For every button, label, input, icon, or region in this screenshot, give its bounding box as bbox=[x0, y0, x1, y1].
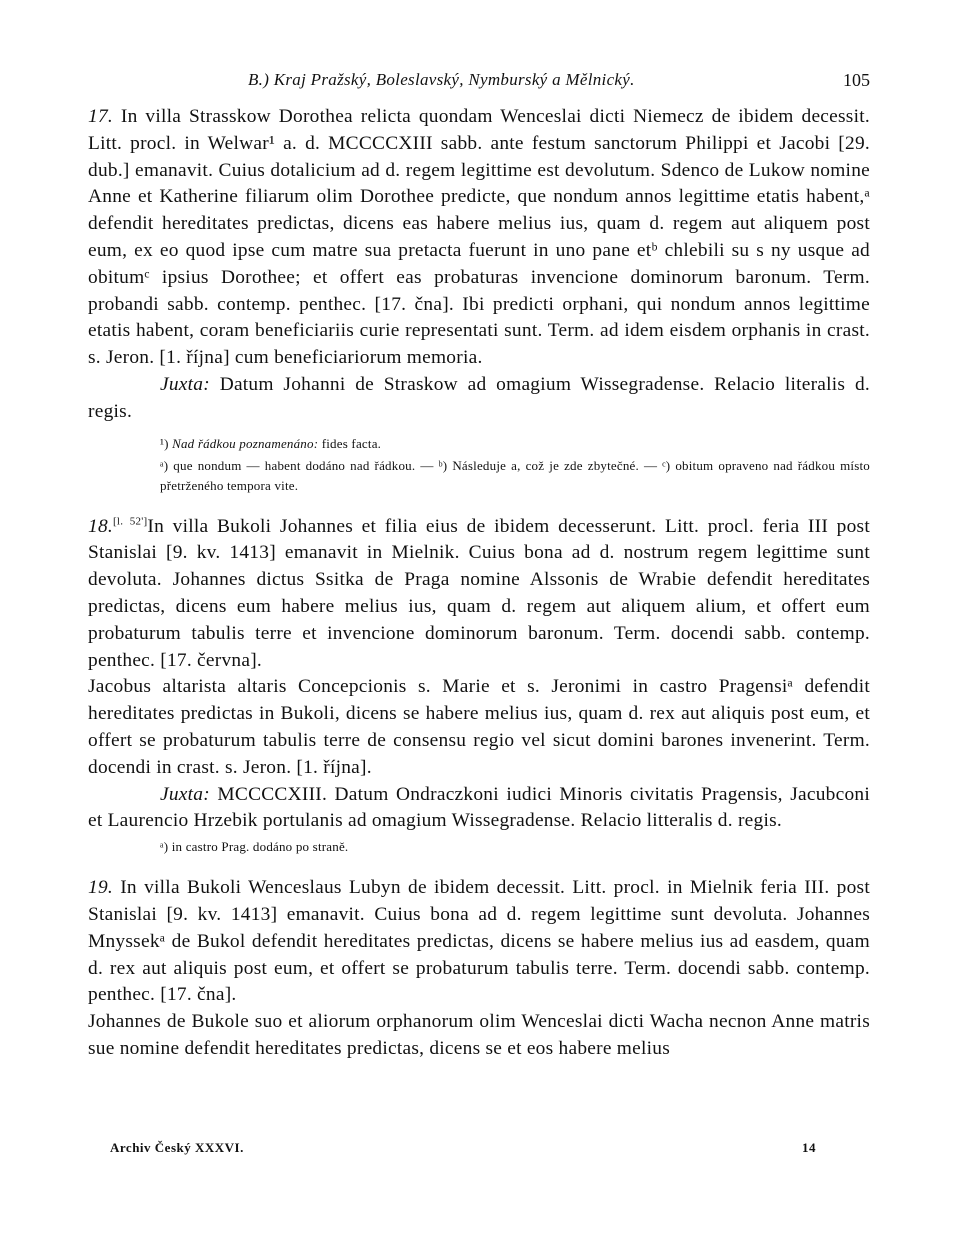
footnote bbox=[88, 434, 870, 454]
footer-signature-right: 14 bbox=[802, 1140, 816, 1155]
page-number: 105 bbox=[843, 70, 870, 90]
entry-number: 19. bbox=[88, 877, 113, 899]
juxta-note bbox=[88, 782, 870, 836]
footnote-marker: ¹) bbox=[160, 435, 169, 451]
footnote-text: fides facta. bbox=[321, 435, 382, 451]
entry-number: 18. bbox=[88, 515, 113, 537]
footnote: ᵃ) que nondum — habent dodáno nad řádkou. — ᵇ) Následuje a, což je zde zbytečné. — ᶜ) obitum opraveno nad řádkou místo přetrženého tempora vite. bbox=[160, 457, 870, 493]
running-header bbox=[88, 64, 870, 104]
header-title: B.) Kraj Pražský, Boleslavský, Nymburský a Mělnický. bbox=[248, 70, 635, 89]
juxta-text: MCCCCXIII. Datum Ondraczkoni iudici Minoris civitatis Pragensis, Jacubconi et Laurencio Hrzebik portulanis ad omagium Wissegradense. Relacio litteralis d. regis. bbox=[88, 783, 870, 832]
footnote-label: Nad řádkou poznamenáno: bbox=[172, 435, 319, 451]
footer-signature-left: Archiv Český XXXVI. bbox=[110, 1140, 244, 1155]
entry-text-continued: Johannes de Bukole suo et aliorum orphanorum olim Wenceslai dicti Wacha necnon Anne matris sue nomine defendit hereditates predictas, dicens se et eos habere melius bbox=[88, 1011, 870, 1059]
marginal-note: [l. 52'] bbox=[113, 515, 148, 528]
entry-17 bbox=[88, 104, 870, 372]
juxta-label: Juxta: bbox=[160, 783, 210, 805]
entry-19 bbox=[88, 875, 870, 1009]
page-footer bbox=[110, 1140, 816, 1156]
juxta-note bbox=[88, 372, 870, 426]
entry-text: In villa Strasskow Dorothea relicta quondam Wenceslai dicti Niemecz de ibidem decessit. Litt. procl. in Welwar¹ a. d. MCCCCXIII sabb. ante festum sanctorum Philippi et Jacobi [29. dub.] emanavit. Cuius dotalicium ad d. regem legittime est devolutum. Sdenco de Lukow nomine Anne et Katherine filiarum olim Dorothee predicte, que nondum annos legittime etatis habent,ᵃ defendit hereditates predictas, dicens eas habere melius ius, quam d. regem aut aliquem post eum, ex eo quod ipse cum matre sua pretacta fuerunt in uno pane etᵇ chlebili su s ny usque ad obitumᶜ ipsius Dorothee; et offert eas probaturas invencione dominorum baronum. Term. probandi sabb. contemp. penthec. [17. čna]. Ibi predicti orphani, qui nondum annos legittime etatis habent, coram beneficiariis curie representati sunt. Term. ad idem eisdem orphanis in crast. s. Jeron. [1. října] cum beneficiariorum memoria. bbox=[88, 106, 870, 369]
footnote: ᵃ) in castro Prag. dodáno po straně. bbox=[160, 839, 349, 855]
entry-18 bbox=[88, 514, 870, 675]
document-page bbox=[88, 64, 870, 1063]
entry-text: In villa Bukoli Wenceslaus Lubyn de ibidem decessit. Litt. procl. in Mielnik feria III. post Stanislai [9. kv. 1413] emanavit. Cuius bona ad d. regem legittime sunt devoluta. Johannes Mnyssekᵃ de Bukol defendit hereditates predictas, dicens se habere melius ius ad easdem, quam d. rex aut aliquis post eum, et offert se probaturum tabulis terre. Term. docendi sabb. contemp. penthec. [17. čna]. bbox=[88, 877, 870, 1006]
juxta-label: Juxta: bbox=[160, 373, 210, 395]
entry-text: In villa Bukoli Johannes et filia eius de ibidem decesserunt. Litt. procl. feria III post Stanislai [9. kv. 1413] emanavit in Mielnik. Cuius bona ad d. nostrum regem legittime sunt devoluta. Johannes dictus Ssitka de Praga nomine Alssonis de Wrabie defendit hereditates predictas, dicens eum habere melius ius, quam d. regem aut aliquem alium, et offert eum probaturum tabulis terre et invencione dominorum baronum. Term. docendi sabb. contemp. penthec. [17. června]. bbox=[88, 515, 870, 671]
entry-number: 17. bbox=[88, 106, 113, 127]
juxta-text: Datum Johanni de Straskow ad omagium Wissegradense. Relacio literalis d. regis. bbox=[88, 373, 870, 422]
entry-text-continued: Jacobus altarista altaris Concepcionis s. Marie et s. Jeronimi in castro Pragensiᵃ defendit hereditates predictas in Bukoli, dicens se habere melius ius, quam d. rex aut aliquis post eum, et offert se probaturum tabulis terre de consensu regio vel sicut domini barones invenerint. Term. docendi in crast. s. Jeron. [1. října]. bbox=[88, 676, 870, 778]
